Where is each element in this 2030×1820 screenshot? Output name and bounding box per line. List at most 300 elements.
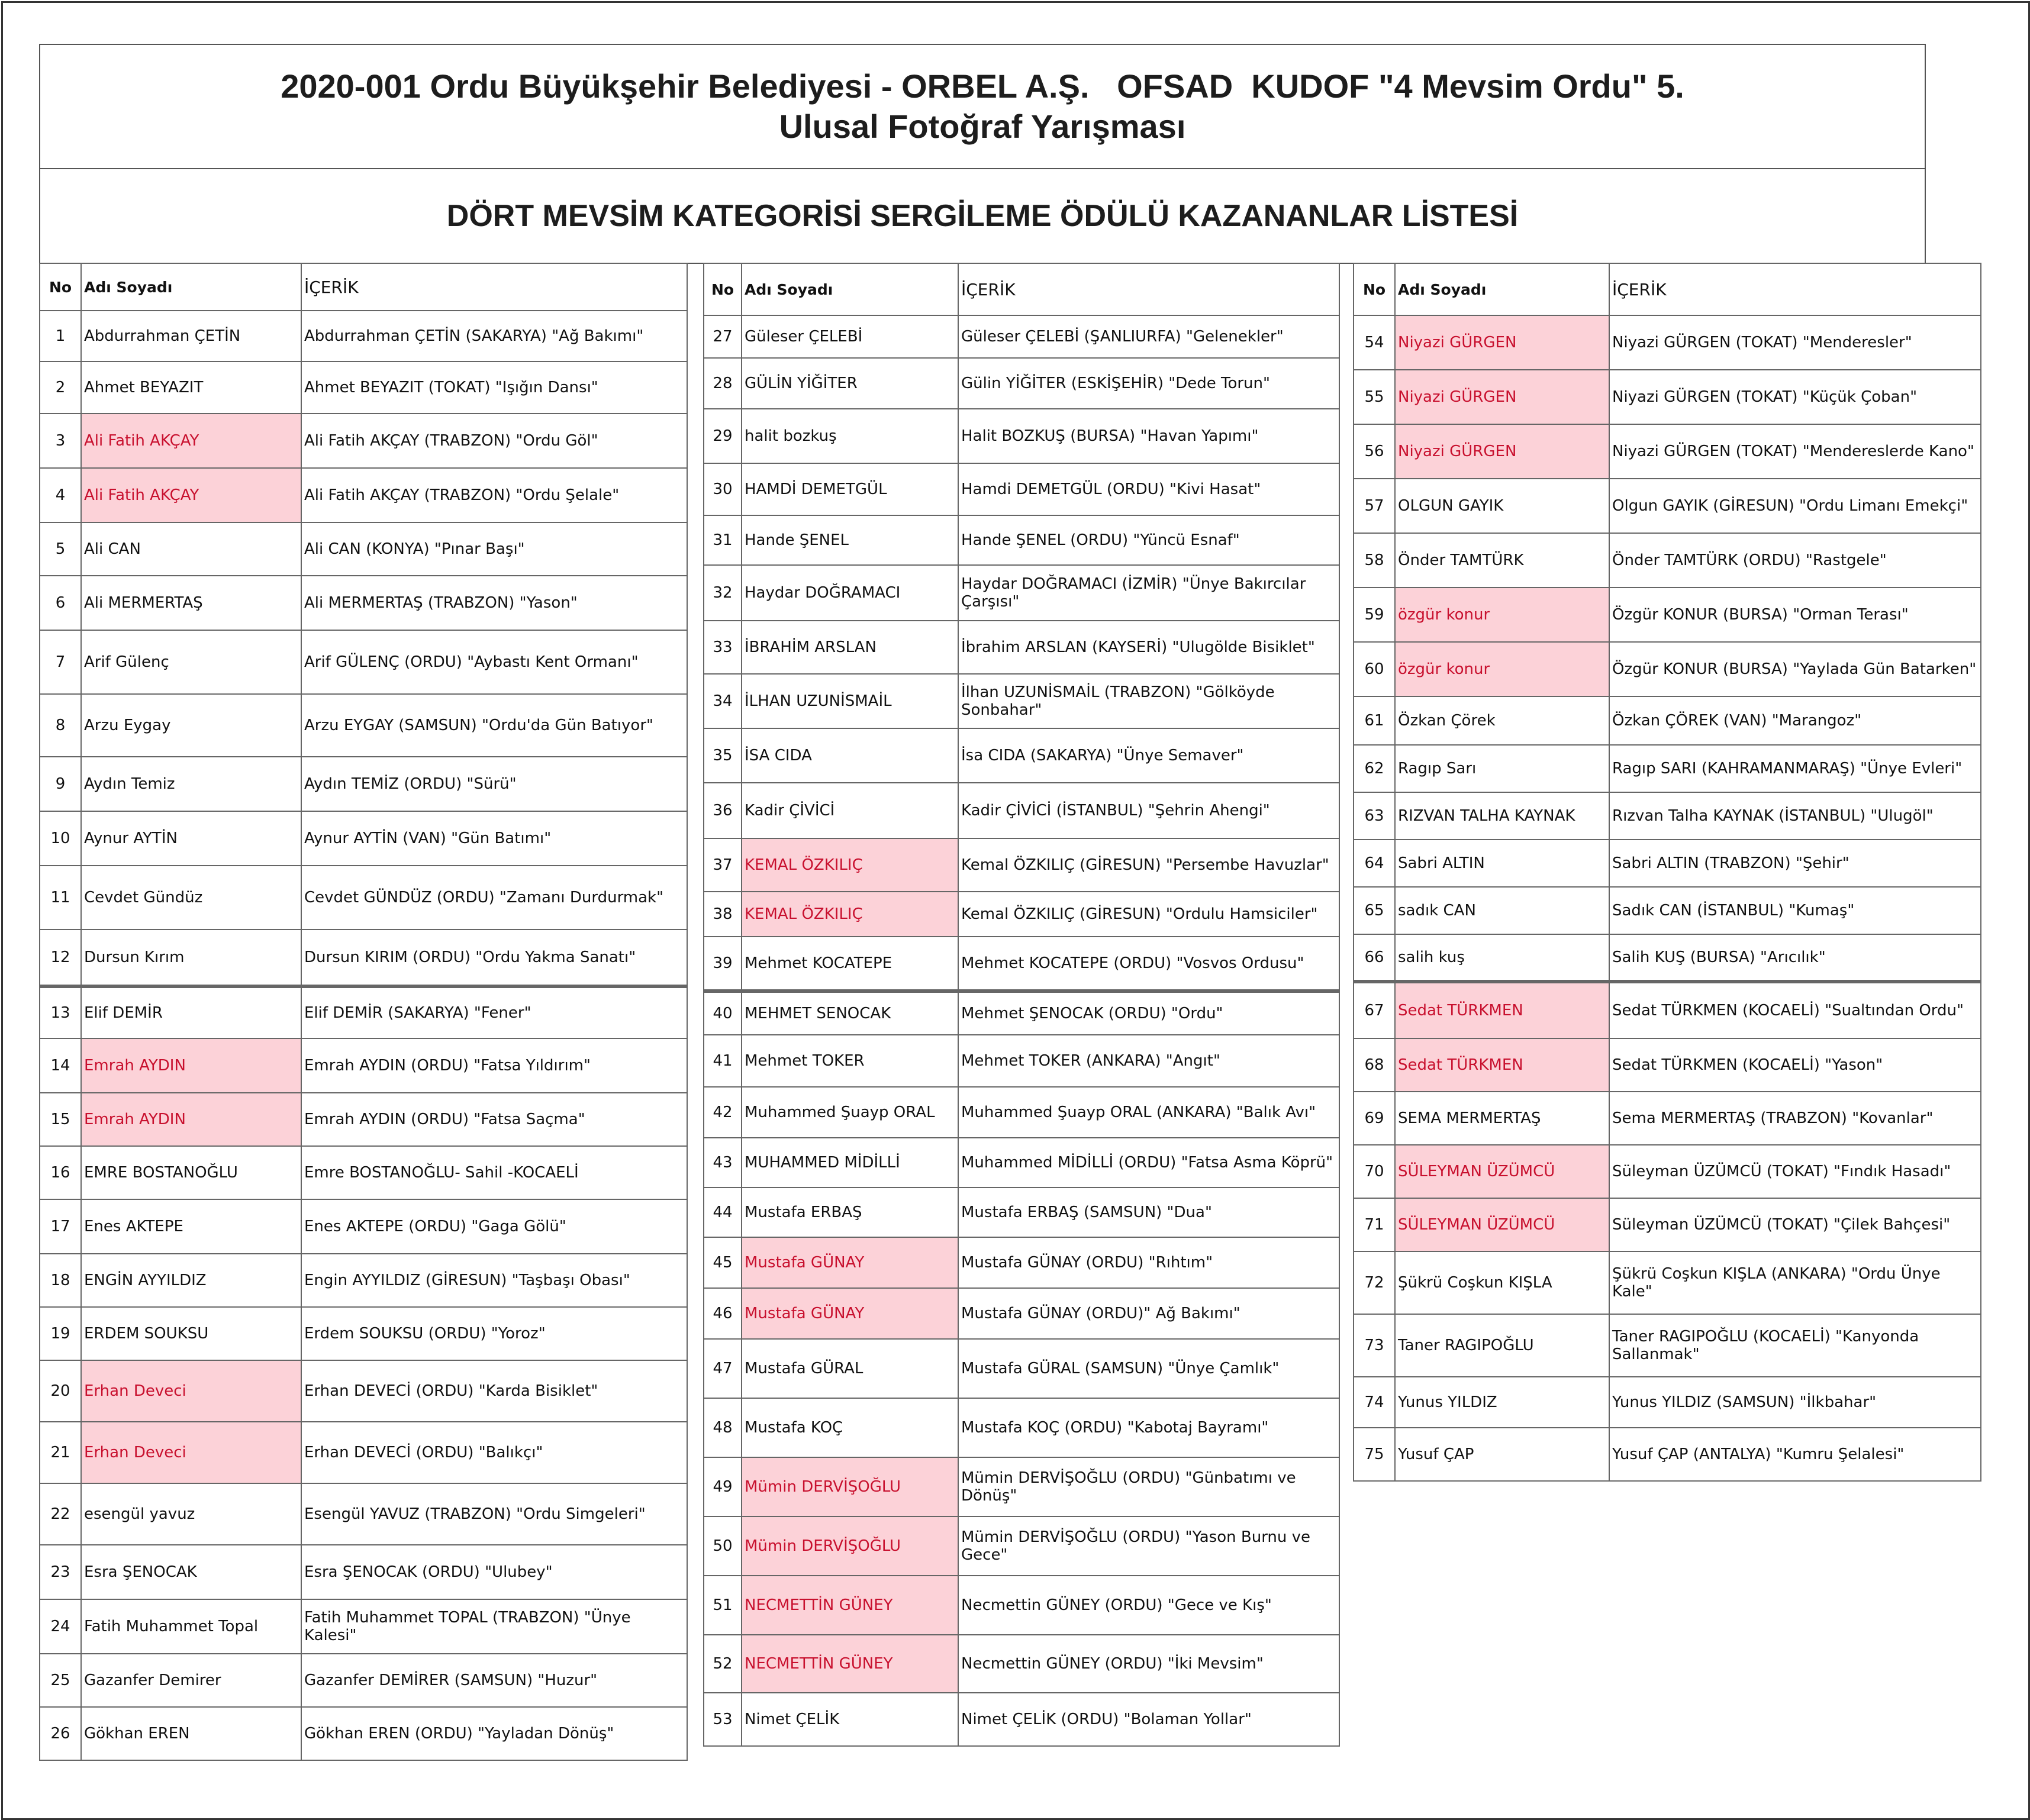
participant-name: NECMETTİN GÜNEY <box>742 1576 958 1635</box>
row-number: 29 <box>704 409 742 463</box>
entry-content: Erhan DEVECİ (ORDU) "Karda Bisiklet" <box>301 1360 687 1422</box>
entry-content: Esengül YAVUZ (TRABZON) "Ordu Simgeleri" <box>301 1483 687 1545</box>
participant-name: Ali CAN <box>81 522 301 576</box>
table-row <box>40 1093 687 1146</box>
table-row <box>704 1693 1339 1746</box>
participant-name: Mehmet KOCATEPE <box>742 937 958 991</box>
table-row <box>1354 370 1981 424</box>
winners-table-2 <box>703 263 1340 1747</box>
table-row <box>1354 745 1981 792</box>
participant-name: Ali Fatih AKÇAY <box>81 414 301 468</box>
entry-content: Olgun GAYIK (GİRESUN) "Ordu Limanı Emekçi" <box>1609 479 1981 533</box>
entry-content: Aynur AYTİN (VAN) "Gün Batımı" <box>301 811 687 866</box>
participant-name: Mustafa ERBAŞ <box>742 1187 958 1237</box>
row-number: 2 <box>40 362 81 414</box>
row-number: 59 <box>1354 588 1395 642</box>
table-row <box>704 1516 1339 1576</box>
row-number: 72 <box>1354 1251 1395 1314</box>
table-row <box>40 414 687 468</box>
entry-content: Ali CAN (KONYA) "Pınar Başı" <box>301 522 687 576</box>
table-row <box>704 1398 1339 1457</box>
table-row <box>704 1635 1339 1693</box>
participant-name: Yusuf ÇAP <box>1395 1428 1609 1481</box>
table-row <box>704 1288 1339 1339</box>
table-row <box>40 362 687 414</box>
row-number: 49 <box>704 1457 742 1516</box>
table-row <box>40 1199 687 1254</box>
participant-name: Taner RAGIPOĞLU <box>1395 1314 1609 1377</box>
participant-name: Ali MERMERTAŞ <box>81 576 301 630</box>
entry-content: Nimet ÇELİK (ORDU) "Bolaman Yollar" <box>958 1693 1339 1746</box>
row-number: 74 <box>1354 1377 1395 1428</box>
row-number: 14 <box>40 1038 81 1093</box>
participant-name: Emrah AYDIN <box>81 1038 301 1093</box>
row-number: 63 <box>1354 792 1395 840</box>
participant-name: Sedat TÜRKMEN <box>1395 1038 1609 1092</box>
table-row <box>40 311 687 362</box>
participant-name: NECMETTİN GÜNEY <box>742 1635 958 1693</box>
col-header-name: Adı Soyadı <box>81 263 301 311</box>
row-number: 11 <box>40 866 81 930</box>
row-number: 66 <box>1354 934 1395 982</box>
col-header-no: No <box>704 263 742 315</box>
table-row <box>40 866 687 930</box>
participant-name: Arif Gülenç <box>81 630 301 694</box>
table-row <box>1354 840 1981 887</box>
entry-content: Kemal ÖZKILIÇ (GİRESUN) "Ordulu Hamsiciler" <box>958 892 1339 937</box>
row-number: 1 <box>40 311 81 362</box>
participant-name: OLGUN GAYIK <box>1395 479 1609 533</box>
table-row <box>40 930 687 986</box>
row-number: 23 <box>40 1545 81 1599</box>
row-number: 15 <box>40 1093 81 1146</box>
row-number: 13 <box>40 986 81 1038</box>
table-row <box>704 463 1339 515</box>
table-row <box>40 986 687 1038</box>
row-number: 43 <box>704 1138 742 1187</box>
participant-name: SEMA MERMERTAŞ <box>1395 1092 1609 1145</box>
subtitle-area <box>40 169 1925 263</box>
entry-content: Mümin DERVİŞOĞLU (ORDU) "Günbatımı ve Dönüş" <box>958 1457 1339 1516</box>
row-number: 47 <box>704 1339 742 1398</box>
table-row <box>1354 533 1981 588</box>
participant-name: Mümin DERVİŞOĞLU <box>742 1516 958 1576</box>
participant-name: MEHMET SENOCAK <box>742 991 958 1035</box>
participant-name: HAMDİ DEMETGÜL <box>742 463 958 515</box>
row-number: 4 <box>40 468 81 522</box>
row-number: 7 <box>40 630 81 694</box>
participant-name: Abdurrahman ÇETİN <box>81 311 301 362</box>
table-row <box>1354 887 1981 934</box>
entry-content: Haydar DOĞRAMACI (İZMİR) "Ünye Bakırcılar Çarşısı" <box>958 565 1339 621</box>
table-row <box>704 1457 1339 1516</box>
entry-content: Emrah AYDIN (ORDU) "Fatsa Yıldırım" <box>301 1038 687 1093</box>
participant-name: Dursun Kırım <box>81 930 301 986</box>
table-row <box>40 1483 687 1545</box>
row-number: 34 <box>704 674 742 728</box>
row-number: 21 <box>40 1422 81 1483</box>
document-header <box>39 44 1926 264</box>
participant-name: Emrah AYDIN <box>81 1093 301 1146</box>
entry-content: Mustafa GÜRAL (SAMSUN) "Ünye Çamlık" <box>958 1339 1339 1398</box>
table-row <box>704 1035 1339 1087</box>
row-number: 33 <box>704 621 742 674</box>
participant-name: Kadir ÇİVİCİ <box>742 783 958 838</box>
table-row <box>1354 1251 1981 1314</box>
participant-name: Mustafa GÜRAL <box>742 1339 958 1398</box>
row-number: 35 <box>704 728 742 783</box>
entry-content: Emrah AYDIN (ORDU) "Fatsa Saçma" <box>301 1093 687 1146</box>
title-line-1: 2020-001 Ordu Büyükşehir Belediyesi - ORBEL A.Ş. OFSAD KUDOF "4 Mevsim Ordu" 5. <box>281 67 1684 105</box>
title-area <box>40 45 1925 169</box>
entry-content: Muhammed Şuayp ORAL (ANKARA) "Balık Avı" <box>958 1087 1339 1138</box>
entry-content: Mehmet TOKER (ANKARA) "Angıt" <box>958 1035 1339 1087</box>
entry-content: Mehmet ŞENOCAK (ORDU) "Ordu" <box>958 991 1339 1035</box>
participant-name: Yunus YILDIZ <box>1395 1377 1609 1428</box>
participant-name: Enes AKTEPE <box>81 1199 301 1254</box>
entry-content: Engin AYYILDIZ (GİRESUN) "Taşbaşı Obası" <box>301 1254 687 1307</box>
participant-name: SÜLEYMAN ÜZÜMCÜ <box>1395 1198 1609 1251</box>
participant-name: özgür konur <box>1395 642 1609 696</box>
table-row <box>1354 315 1981 370</box>
entry-content: Ali Fatih AKÇAY (TRABZON) "Ordu Göl" <box>301 414 687 468</box>
participant-name: ERDEM SOUKSU <box>81 1307 301 1360</box>
row-number: 71 <box>1354 1198 1395 1251</box>
entry-content: Fatih Muhammet TOPAL (TRABZON) "Ünye Kalesi" <box>301 1599 687 1654</box>
table-row <box>1354 1377 1981 1428</box>
entry-content: Şükrü Coşkun KIŞLA (ANKARA) "Ordu Ünye Kale" <box>1609 1251 1981 1314</box>
participant-name: salih kuş <box>1395 934 1609 982</box>
row-number: 32 <box>704 565 742 621</box>
row-number: 53 <box>704 1693 742 1746</box>
participant-name: Mustafa GÜNAY <box>742 1288 958 1339</box>
entry-content: Hande ŞENEL (ORDU) "Yüncü Esnaf" <box>958 515 1339 565</box>
row-number: 68 <box>1354 1038 1395 1092</box>
entry-content: Hamdi DEMETGÜL (ORDU) "Kivi Hasat" <box>958 463 1339 515</box>
participant-name: Gazanfer Demirer <box>81 1654 301 1707</box>
participant-name: Gökhan EREN <box>81 1707 301 1760</box>
participant-name: Sabri ALTIN <box>1395 840 1609 887</box>
participant-name: Haydar DOĞRAMACI <box>742 565 958 621</box>
table-row <box>40 694 687 757</box>
row-number: 5 <box>40 522 81 576</box>
row-number: 52 <box>704 1635 742 1693</box>
participant-name: Arzu Eygay <box>81 694 301 757</box>
participant-name: EMRE BOSTANOĞLU <box>81 1146 301 1199</box>
participant-name: özgür konur <box>1395 588 1609 642</box>
entry-content: Sedat TÜRKMEN (KOCAELİ) "Yason" <box>1609 1038 1981 1092</box>
row-number: 55 <box>1354 370 1395 424</box>
entry-content: Mustafa GÜNAY (ORDU)" Ağ Bakımı" <box>958 1288 1339 1339</box>
table-row <box>40 468 687 522</box>
table-row <box>1354 424 1981 479</box>
participant-name: Fatih Muhammet Topal <box>81 1599 301 1654</box>
row-number: 30 <box>704 463 742 515</box>
row-number: 19 <box>40 1307 81 1360</box>
entry-content: Süleyman ÜZÜMCÜ (TOKAT) "Çilek Bahçesi" <box>1609 1198 1981 1251</box>
table-row <box>704 1339 1339 1398</box>
table-row <box>1354 1198 1981 1251</box>
table-row <box>704 991 1339 1035</box>
winners-table-1 <box>39 263 688 1761</box>
col-header-name: Adı Soyadı <box>1395 263 1609 315</box>
entry-content: İsa CIDA (SAKARYA) "Ünye Semaver" <box>958 728 1339 783</box>
entry-content: Abdurrahman ÇETİN (SAKARYA) "Ağ Bakımı" <box>301 311 687 362</box>
row-number: 27 <box>704 315 742 358</box>
participant-name: Ali Fatih AKÇAY <box>81 468 301 522</box>
participant-name: Aynur AYTİN <box>81 811 301 866</box>
row-number: 6 <box>40 576 81 630</box>
row-number: 22 <box>40 1483 81 1545</box>
participant-name: Şükrü Coşkun KIŞLA <box>1395 1251 1609 1314</box>
entry-content: Gazanfer DEMİRER (SAMSUN) "Huzur" <box>301 1654 687 1707</box>
row-number: 45 <box>704 1237 742 1288</box>
table-row <box>40 630 687 694</box>
participant-name: Ragıp Sarı <box>1395 745 1609 792</box>
table-row <box>704 315 1339 358</box>
participant-name: Elif DEMİR <box>81 986 301 1038</box>
row-number: 25 <box>40 1654 81 1707</box>
row-number: 51 <box>704 1576 742 1635</box>
table-row <box>704 1138 1339 1187</box>
participant-name: Nimet ÇELİK <box>742 1693 958 1746</box>
table-row <box>40 1254 687 1307</box>
row-number: 3 <box>40 414 81 468</box>
row-number: 62 <box>1354 745 1395 792</box>
row-number: 48 <box>704 1398 742 1457</box>
table-row <box>704 838 1339 892</box>
entry-content: Özgür KONUR (BURSA) "Yaylada Gün Batarken" <box>1609 642 1981 696</box>
row-number: 67 <box>1354 982 1395 1038</box>
entry-content: Süleyman ÜZÜMCÜ (TOKAT) "Fındık Hasadı" <box>1609 1145 1981 1198</box>
table-row <box>704 565 1339 621</box>
table-row <box>40 522 687 576</box>
entry-content: Emre BOSTANOĞLU- Sahil -KOCAELİ <box>301 1146 687 1199</box>
row-number: 28 <box>704 358 742 409</box>
entry-content: Özkan ÇÖREK (VAN) "Marangoz" <box>1609 696 1981 745</box>
table-row <box>40 576 687 630</box>
entry-content: Aydın TEMİZ (ORDU) "Sürü" <box>301 757 687 811</box>
row-number: 44 <box>704 1187 742 1237</box>
entry-content: Necmettin GÜNEY (ORDU) "İki Mevsim" <box>958 1635 1339 1693</box>
row-number: 64 <box>1354 840 1395 887</box>
row-number: 50 <box>704 1516 742 1576</box>
entry-content: Niyazi GÜRGEN (TOKAT) "Menderesler" <box>1609 315 1981 370</box>
table-header-row <box>40 263 687 311</box>
entry-content: Halit BOZKUŞ (BURSA) "Havan Yapımı" <box>958 409 1339 463</box>
participant-name: Muhammed Şuayp ORAL <box>742 1087 958 1138</box>
row-number: 58 <box>1354 533 1395 588</box>
col-header-content: İÇERİK <box>958 263 1339 315</box>
row-number: 8 <box>40 694 81 757</box>
participant-name: Özkan Çörek <box>1395 696 1609 745</box>
table-row <box>704 1187 1339 1237</box>
entry-content: Önder TAMTÜRK (ORDU) "Rastgele" <box>1609 533 1981 588</box>
entry-content: Necmettin GÜNEY (ORDU) "Gece ve Kış" <box>958 1576 1339 1635</box>
entry-content: Sadık CAN (İSTANBUL) "Kumaş" <box>1609 887 1981 934</box>
row-number: 37 <box>704 838 742 892</box>
row-number: 26 <box>40 1707 81 1760</box>
table-row <box>704 728 1339 783</box>
row-number: 31 <box>704 515 742 565</box>
participant-name: Cevdet Gündüz <box>81 866 301 930</box>
participant-name: SÜLEYMAN ÜZÜMCÜ <box>1395 1145 1609 1198</box>
row-number: 18 <box>40 1254 81 1307</box>
table-row <box>1354 1145 1981 1198</box>
entry-content: Ali Fatih AKÇAY (TRABZON) "Ordu Şelale" <box>301 468 687 522</box>
table-row <box>704 937 1339 991</box>
entry-content: Mümin DERVİŞOĞLU (ORDU) "Yason Burnu ve Gece" <box>958 1516 1339 1576</box>
participant-name: sadık CAN <box>1395 887 1609 934</box>
participant-name: KEMAL ÖZKILIÇ <box>742 892 958 937</box>
entry-content: İbrahim ARSLAN (KAYSERİ) "Ulugölde Bisiklet" <box>958 621 1339 674</box>
entry-content: Özgür KONUR (BURSA) "Orman Terası" <box>1609 588 1981 642</box>
participant-name: ENGİN AYYILDIZ <box>81 1254 301 1307</box>
table-row <box>704 1087 1339 1138</box>
entry-content: Elif DEMİR (SAKARYA) "Fener" <box>301 986 687 1038</box>
table-row <box>1354 792 1981 840</box>
row-number: 41 <box>704 1035 742 1087</box>
participant-name: Niyazi GÜRGEN <box>1395 315 1609 370</box>
entry-content: Güleser ÇELEBİ (ŞANLIURFA) "Gelenekler" <box>958 315 1339 358</box>
table-row <box>704 892 1339 937</box>
row-number: 56 <box>1354 424 1395 479</box>
entry-content: Taner RAGIPOĞLU (KOCAELİ) "Kanyonda Sallanmak" <box>1609 1314 1981 1377</box>
entry-content: Rızvan Talha KAYNAK (İSTANBUL) "Ulugöl" <box>1609 792 1981 840</box>
participant-name: Önder TAMTÜRK <box>1395 533 1609 588</box>
col-header-content: İÇERİK <box>301 263 687 311</box>
list-subtitle: DÖRT MEVSİM KATEGORİSİ SERGİLEME ÖDÜLÜ KAZANANLAR LİSTESİ <box>446 199 1519 233</box>
entry-content: Cevdet GÜNDÜZ (ORDU) "Zamanı Durdurmak" <box>301 866 687 930</box>
entry-content: Muhammed MİDİLLİ (ORDU) "Fatsa Asma Köprü" <box>958 1138 1339 1187</box>
entry-content: İlhan UZUNİSMAİL (TRABZON) "Gölköyde Sonbahar" <box>958 674 1339 728</box>
row-number: 60 <box>1354 642 1395 696</box>
table-row <box>704 358 1339 409</box>
title-line-2: Ulusal Fotoğraf Yarışması <box>779 108 1186 145</box>
entry-content: Kadir ÇİVİCİ (İSTANBUL) "Şehrin Ahengi" <box>958 783 1339 838</box>
col-header-no: No <box>1354 263 1395 315</box>
entry-content: Ali MERMERTAŞ (TRABZON) "Yason" <box>301 576 687 630</box>
entry-content: Niyazi GÜRGEN (TOKAT) "Küçük Çoban" <box>1609 370 1981 424</box>
row-number: 9 <box>40 757 81 811</box>
entry-content: Sema MERMERTAŞ (TRABZON) "Kovanlar" <box>1609 1092 1981 1145</box>
table-row <box>1354 642 1981 696</box>
col-header-content: İÇERİK <box>1609 263 1981 315</box>
participant-name: Sedat TÜRKMEN <box>1395 982 1609 1038</box>
entry-content: Mehmet KOCATEPE (ORDU) "Vosvos Ordusu" <box>958 937 1339 991</box>
row-number: 61 <box>1354 696 1395 745</box>
participant-name: Niyazi GÜRGEN <box>1395 424 1609 479</box>
entry-content: Erhan DEVECİ (ORDU) "Balıkçı" <box>301 1422 687 1483</box>
participant-name: Esra ŞENOCAK <box>81 1545 301 1599</box>
table-row <box>704 1237 1339 1288</box>
row-number: 75 <box>1354 1428 1395 1481</box>
row-number: 36 <box>704 783 742 838</box>
table-row <box>704 783 1339 838</box>
table-row <box>40 757 687 811</box>
participant-name: Niyazi GÜRGEN <box>1395 370 1609 424</box>
table-row <box>40 1654 687 1707</box>
row-number: 70 <box>1354 1145 1395 1198</box>
participant-name: KEMAL ÖZKILIÇ <box>742 838 958 892</box>
participant-name: Mustafa GÜNAY <box>742 1237 958 1288</box>
table-row <box>40 811 687 866</box>
table-row <box>1354 1092 1981 1145</box>
participant-name: Erhan Deveci <box>81 1360 301 1422</box>
table-row <box>1354 479 1981 533</box>
entry-content: Yusuf ÇAP (ANTALYA) "Kumru Şelalesi" <box>1609 1428 1981 1481</box>
entry-content: Erdem SOUKSU (ORDU) "Yoroz" <box>301 1307 687 1360</box>
entry-content: Salih KUŞ (BURSA) "Arıcılık" <box>1609 934 1981 982</box>
table-row <box>1354 696 1981 745</box>
table-row <box>704 674 1339 728</box>
table-row <box>40 1146 687 1199</box>
row-number: 38 <box>704 892 742 937</box>
entry-content: Mustafa ERBAŞ (SAMSUN) "Dua" <box>958 1187 1339 1237</box>
participant-name: Güleser ÇELEBİ <box>742 315 958 358</box>
participant-name: RIZVAN TALHA KAYNAK <box>1395 792 1609 840</box>
entry-content: Niyazi GÜRGEN (TOKAT) "Mendereslerde Kano" <box>1609 424 1981 479</box>
table-header-row <box>1354 263 1981 315</box>
row-number: 17 <box>40 1199 81 1254</box>
entry-content: Yunus YILDIZ (SAMSUN) "İlkbahar" <box>1609 1377 1981 1428</box>
entry-content: Enes AKTEPE (ORDU) "Gaga Gölü" <box>301 1199 687 1254</box>
entry-content: Mustafa GÜNAY (ORDU) "Rıhtım" <box>958 1237 1339 1288</box>
participant-name: halit bozkuş <box>742 409 958 463</box>
table-header-row <box>704 263 1339 315</box>
col-header-no: No <box>40 263 81 311</box>
row-number: 39 <box>704 937 742 991</box>
row-number: 40 <box>704 991 742 1035</box>
table-row <box>40 1422 687 1483</box>
entry-content: Sedat TÜRKMEN (KOCAELİ) "Sualtından Ordu" <box>1609 982 1981 1038</box>
row-number: 57 <box>1354 479 1395 533</box>
table-row <box>1354 1038 1981 1092</box>
participant-name: Mehmet TOKER <box>742 1035 958 1087</box>
row-number: 20 <box>40 1360 81 1422</box>
participant-name: İBRAHİM ARSLAN <box>742 621 958 674</box>
entry-content: Arif GÜLENÇ (ORDU) "Aybastı Kent Ormanı" <box>301 630 687 694</box>
winners-table-3 <box>1353 263 1981 1482</box>
table-row <box>704 409 1339 463</box>
table-row <box>40 1360 687 1422</box>
table-row <box>1354 982 1981 1038</box>
row-number: 42 <box>704 1087 742 1138</box>
entry-content: Mustafa KOÇ (ORDU) "Kabotaj Bayramı" <box>958 1398 1339 1457</box>
participant-name: MUHAMMED MİDİLLİ <box>742 1138 958 1187</box>
entry-content: Dursun KIRIM (ORDU) "Ordu Yakma Sanatı" <box>301 930 687 986</box>
row-number: 69 <box>1354 1092 1395 1145</box>
row-number: 65 <box>1354 887 1395 934</box>
table-row <box>1354 934 1981 982</box>
participant-name: İLHAN UZUNİSMAİL <box>742 674 958 728</box>
row-number: 24 <box>40 1599 81 1654</box>
row-number: 10 <box>40 811 81 866</box>
participant-name: GÜLİN YİĞİTER <box>742 358 958 409</box>
entry-content: Gökhan EREN (ORDU) "Yayladan Dönüş" <box>301 1707 687 1760</box>
table-row <box>704 621 1339 674</box>
row-number: 46 <box>704 1288 742 1339</box>
entry-content: Ahmet BEYAZIT (TOKAT) "Işığın Dansı" <box>301 362 687 414</box>
table-row <box>704 515 1339 565</box>
table-row <box>1354 588 1981 642</box>
entry-content: Gülin YİĞİTER (ESKİŞEHİR) "Dede Torun" <box>958 358 1339 409</box>
participant-name: Ahmet BEYAZIT <box>81 362 301 414</box>
table-row <box>40 1707 687 1760</box>
participant-name: Mümin DERVİŞOĞLU <box>742 1457 958 1516</box>
table-row <box>40 1307 687 1360</box>
participant-name: Mustafa KOÇ <box>742 1398 958 1457</box>
